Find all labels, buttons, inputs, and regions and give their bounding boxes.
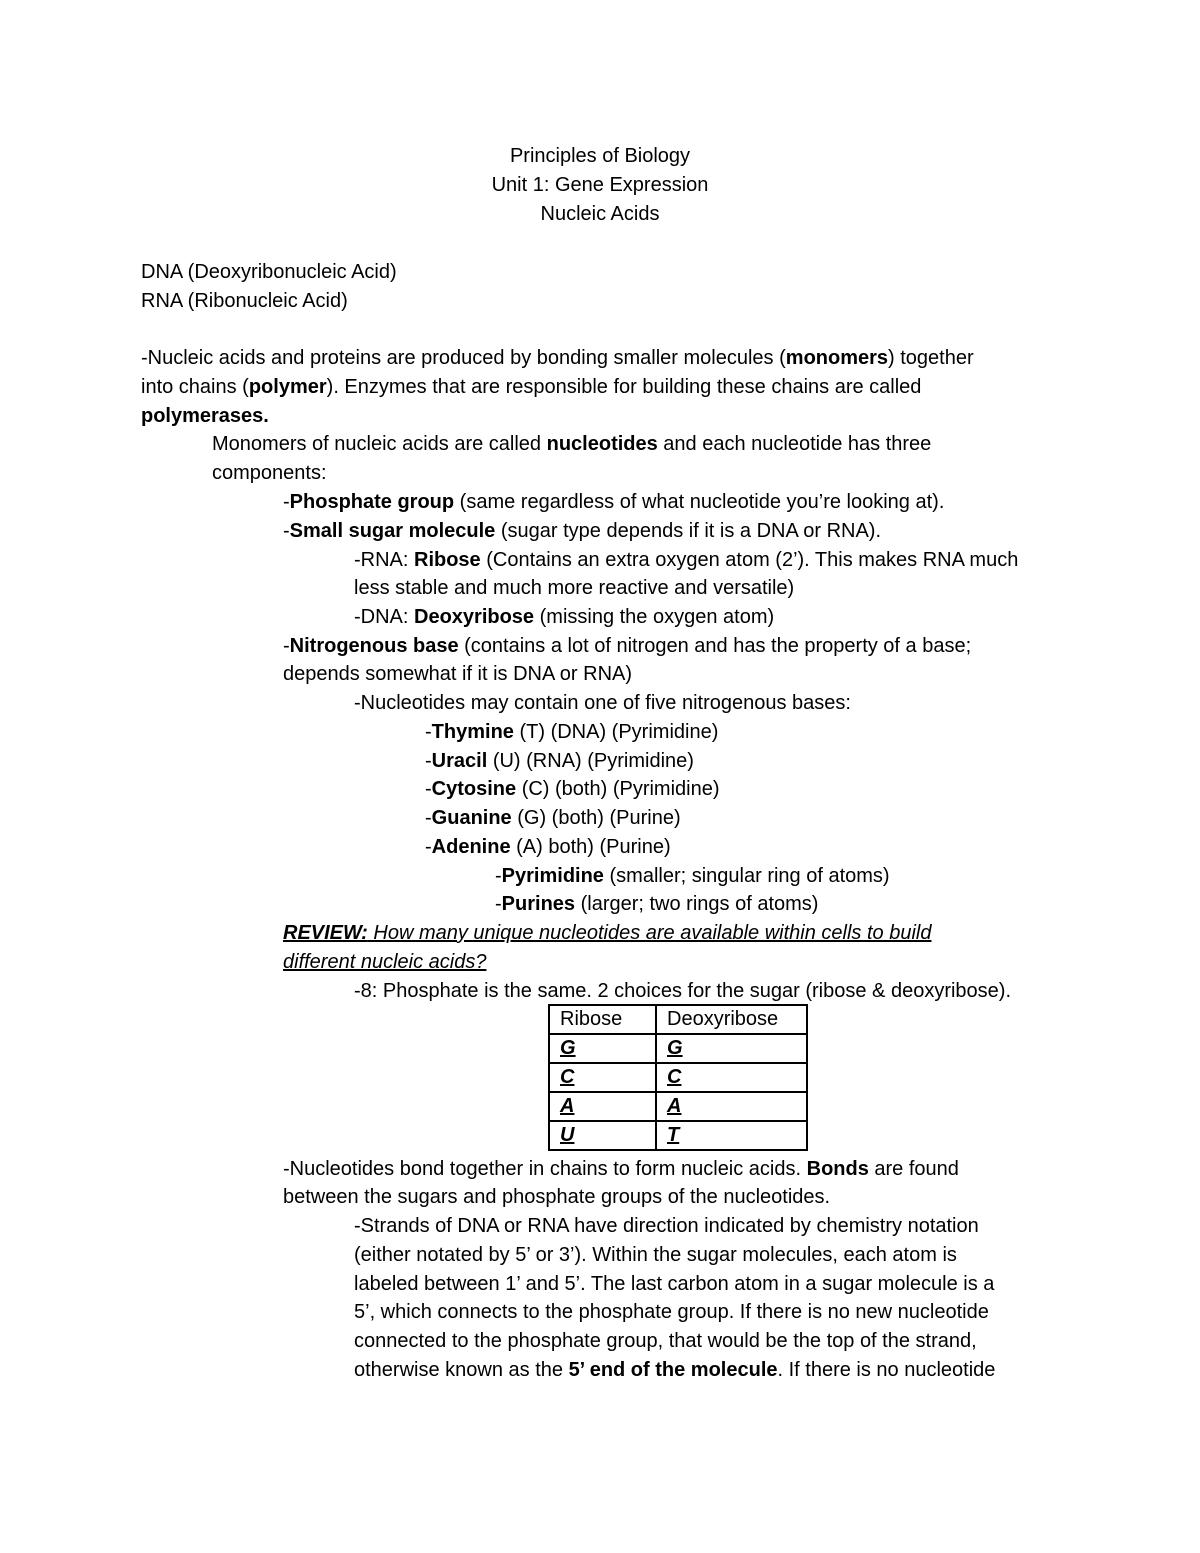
review-answer: -8: Phosphate is the same. 2 choices for the sugar (ribose & deoxyribose). [354, 980, 1012, 1002]
strand-line-6: otherwise known as the 5’ end of the molecule. If there is no nucleotide [354, 1359, 996, 1381]
table-cell: T [656, 1121, 807, 1150]
table-header-row [549, 1005, 807, 1034]
table-cell: G [549, 1034, 656, 1063]
strand-line-4: 5’, which connects to the phosphate group. If there is no new nucleotide [354, 1301, 989, 1323]
nucleotide-table [548, 1004, 808, 1151]
dna-abbreviation: DNA (Deoxyribonucleic Acid) [141, 261, 397, 283]
nitrogenous-base-line-1: -Nitrogenous base (contains a lot of nitrogen and has the property of a base; [283, 635, 972, 657]
rna-abbreviation: RNA (Ribonucleic Acid) [141, 290, 348, 312]
intro-line-3: polymerases. [141, 405, 269, 427]
pyrimidine-line: -Pyrimidine (smaller; singular ring of atoms) [495, 865, 890, 887]
table-header-ribose: Ribose [549, 1005, 656, 1034]
five-bases-line: -Nucleotides may contain one of five nitrogenous bases: [354, 692, 851, 714]
table-cell: A [656, 1092, 807, 1121]
strand-line-1: -Strands of DNA or RNA have direction indicated by chemistry notation [354, 1215, 979, 1237]
monomers-line-2: components: [212, 462, 327, 484]
nitrogenous-base-line-2: depends somewhat if it is DNA or RNA) [283, 663, 633, 685]
table-row [549, 1063, 807, 1092]
review-question-line-2: different nucleic acids? [283, 951, 487, 973]
monomers-line-1: Monomers of nucleic acids are called nucleotides and each nucleotide has three [212, 433, 932, 455]
phosphate-group-line: -Phosphate group (same regardless of what nucleotide you’re looking at). [283, 491, 945, 513]
table-cell: U [549, 1121, 656, 1150]
table-row [549, 1092, 807, 1121]
intro-line-2: into chains (polymer). Enzymes that are responsible for building these chains are called [141, 376, 922, 398]
table-cell: C [549, 1063, 656, 1092]
purines-line: -Purines (larger; two rings of atoms) [495, 893, 819, 915]
unit-title: Unit 1: Gene Expression [491, 174, 709, 196]
table-cell: A [549, 1092, 656, 1121]
table-row [549, 1034, 807, 1063]
base-cytosine: -Cytosine (C) (both) (Pyrimidine) [425, 778, 720, 800]
strand-line-5: connected to the phosphate group, that would be the top of the strand, [354, 1330, 977, 1352]
intro-line-1: -Nucleic acids and proteins are produced by bonding smaller molecules (monomers) together [141, 347, 974, 369]
base-guanine: -Guanine (G) (both) (Purine) [425, 807, 681, 829]
bonding-line-2: between the sugars and phosphate groups of the nucleotides. [283, 1186, 831, 1208]
table-row [549, 1121, 807, 1150]
review-question-line-1: REVIEW: How many unique nucleotides are available within cells to build [283, 922, 932, 944]
base-uracil: -Uracil (U) (RNA) (Pyrimidine) [425, 750, 694, 772]
dna-deoxyribose-line: -DNA: Deoxyribose (missing the oxygen atom) [354, 606, 775, 628]
table-header-deoxyribose: Deoxyribose [656, 1005, 807, 1034]
strand-line-3: labeled between 1’ and 5’. The last carbon atom in a sugar molecule is a [354, 1273, 995, 1295]
strand-line-2: (either notated by 5’ or 3’). Within the sugar molecules, each atom is [354, 1244, 957, 1266]
rna-ribose-line-2: less stable and much more reactive and versatile) [354, 577, 795, 599]
course-title: Principles of Biology [509, 145, 691, 167]
rna-ribose-line-1: -RNA: Ribose (Contains an extra oxygen atom (2’). This makes RNA much [354, 549, 1019, 571]
topic-title: Nucleic Acids [540, 203, 660, 225]
table-cell: C [656, 1063, 807, 1092]
base-thymine: -Thymine (T) (DNA) (Pyrimidine) [425, 721, 719, 743]
bonding-line-1: -Nucleotides bond together in chains to form nucleic acids. Bonds are found [283, 1158, 959, 1180]
base-adenine: -Adenine (A) both) (Purine) [425, 836, 671, 858]
sugar-molecule-line: -Small sugar molecule (sugar type depends if it is a DNA or RNA). [283, 520, 882, 542]
table-cell: G [656, 1034, 807, 1063]
